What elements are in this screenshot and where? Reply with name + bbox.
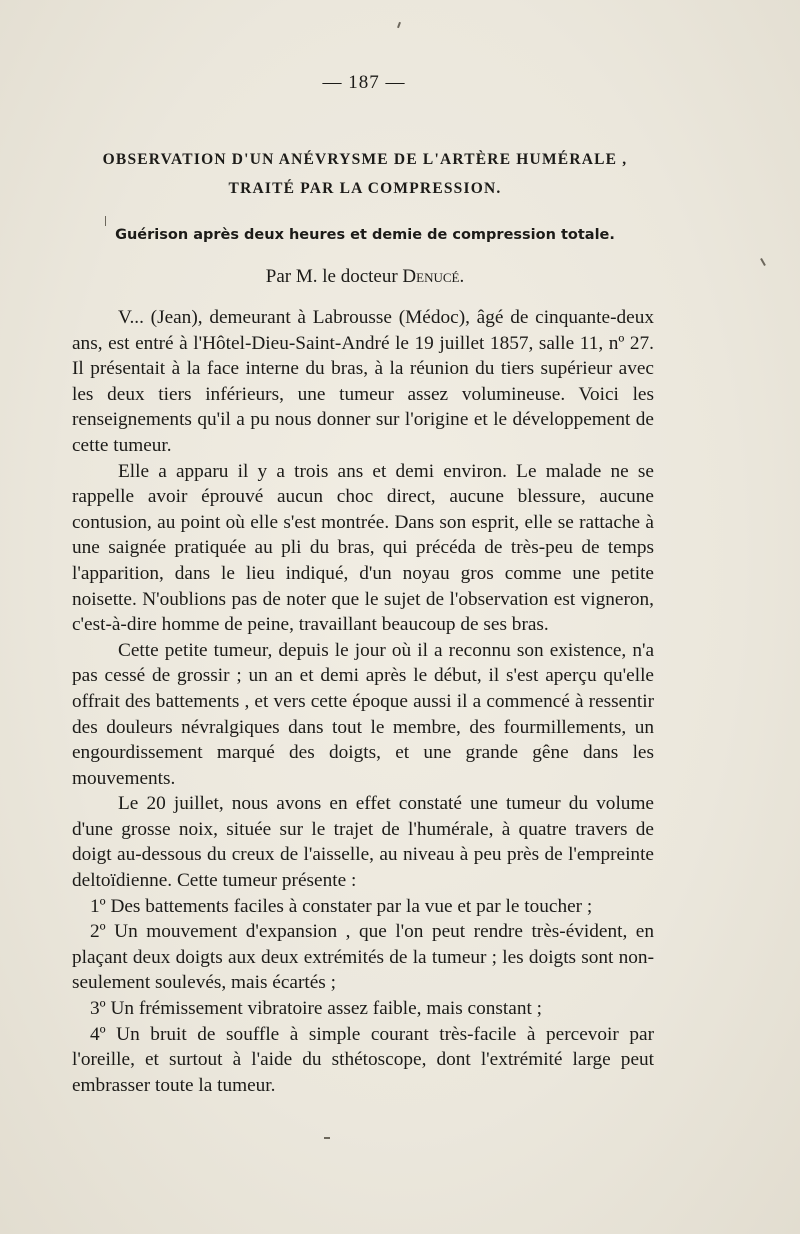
author-prefix: Par M. le docteur [265,266,398,287]
article-body [72,305,654,1098]
print-speck [397,22,401,28]
author-line [70,266,660,288]
author-name: Denucé. [402,266,465,287]
article-title-line-1: OBSERVATION D'UN ANÉVRYSME DE L'ARTÈRE HUMÉRALE , [102,151,628,168]
list-item: 4º Un bruit de souffle à simple courant très-facile à percevoir par l'oreille, et surtout à l'aide du sthétoscope, dont l'extrémité large peut embrasser toute la tumeur. [72,1023,654,1096]
list-item: 2º Un mouvement d'expansion , que l'on peut rendre très-évident, en plaçant deux doigts aux deux extrémités de la tumeur ; les doigts sont non-seulement soulevés, mais écartés ; [72,921,654,994]
article-title-line-2: TRAITÉ PAR LA COMPRESSION. [228,180,502,197]
page-number: — 187 — [322,72,406,93]
paragraph: V... (Jean), demeurant à Labrousse (Médoc), âgé de cinquante-deux ans, est entré à l'Hôtel-Dieu-Saint-André le 19 juillet 1857, salle 11, nº 27. Il présentait à la face interne du bras, à la réunion du tiers supérieur avec les deux tiers inférieurs, une tumeur assez volumineuse. Voici les renseignements qu'il a pu nous donner sur l'origine et le développement de cette tumeur. [72,307,654,456]
paragraph: Le 20 juillet, nous avons en effet constaté une tumeur du volume d'une grosse noix, située sur le trajet de l'humérale, à quatre travers de doigt au-dessous du creux de l'aisselle, au niveau à peu près de l'empreinte deltoïdienne. Cette tumeur présente : [72,793,654,892]
print-speck [760,258,766,266]
list-item: 1º Des battements faciles à constater par la vue et par le toucher ; [90,895,593,917]
print-speck [105,216,106,226]
list-item: 3º Un frémissement vibratoire assez faible, mais constant ; [90,998,542,1020]
article-subtitle: Guérison après deux heures et demie de compression totale. [115,227,615,243]
print-speck [324,1137,330,1139]
paragraph: Cette petite tumeur, depuis le jour où il a reconnu son existence, n'a pas cessé de grossir ; un an et demi après le début, il s'est aperçu qu'elle offrait des battements , et vers cette époque aussi il a commencé à ressentir des douleurs névralgiques dans tout le membre, des fourmillements, un engourdissement marqué des doigts, et une grande gêne dans les mouvements. [72,639,654,789]
paragraph: Elle a apparu il y a trois ans et demi environ. Le malade ne se rappelle avoir éprouvé aucun choc direct, aucune blessure, aucune contusion, au point où elle s'est montrée. Dans son esprit, elle se rattache à une saignée pratiquée au pli du bras, qui précéda de très-peu de temps l'apparition, dans le lieu indiqué, d'un noyau gros comme une petite noisette. N'oublions pas de noter que le sujet de l'observation est vigneron, c'est-à-dire homme de peine, travaillant beaucoup de ses bras. [72,460,654,636]
